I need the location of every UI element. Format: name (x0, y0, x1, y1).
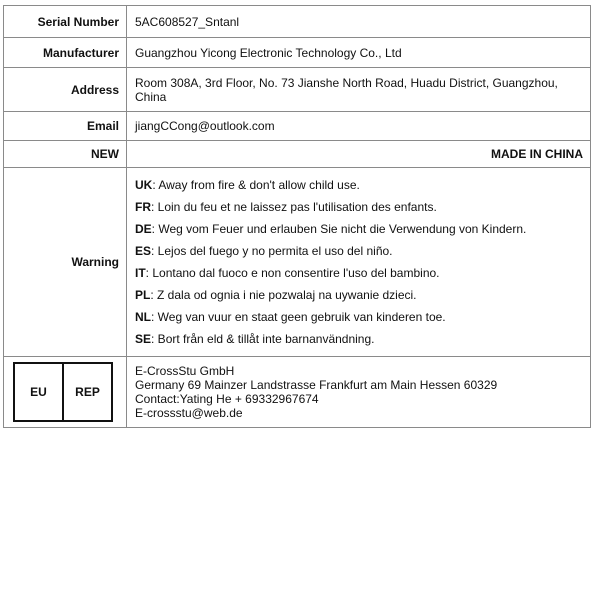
address-value: Room 308A, 3rd Floor, No. 73 Jianshe North Road, Huadu District, Guangzhou, China (127, 68, 591, 112)
warning-code: FR (135, 200, 151, 214)
eu-rep-symbol-rep: REP (75, 385, 100, 399)
serial-number-label: Serial Number (4, 6, 127, 38)
warning-line-nl (135, 310, 583, 324)
warning-text: : Weg vom Feuer und erlauben Sie nicht die Verwendung von Kindern. (151, 222, 527, 236)
eu-rep-row (4, 357, 591, 428)
new-label: NEW (4, 141, 127, 168)
eu-rep-symbol (13, 362, 113, 422)
new-row (4, 141, 591, 168)
warning-text: : Weg van vuur en staat geen gebruik van kinderen toe. (151, 310, 446, 324)
warning-text: : Lejos del fuego y no permita el uso del niño. (151, 244, 393, 258)
eu-rep-company: E-CrossStu GmbH (135, 364, 235, 378)
warning-code: DE (135, 222, 152, 236)
eu-rep-symbol-cell (4, 357, 127, 428)
eu-rep-address: Germany 69 Mainzer Landstrasse Frankfurt am Main Hessen 60329 (135, 378, 498, 392)
warning-code: ES (135, 244, 152, 258)
address-row (4, 68, 591, 112)
warning-code: NL (135, 310, 151, 324)
warning-text: : Z dala od ognia i nie pozwalaj na uywanie dzieci. (150, 288, 417, 302)
warning-line-it (135, 266, 583, 280)
serial-number-row (4, 6, 591, 38)
manufacturer-value: Guangzhou Yicong Electronic Technology Co., Ltd (127, 38, 591, 68)
warning-label: Warning (4, 168, 127, 357)
warning-line-de (135, 222, 583, 236)
warning-line-pl (135, 288, 583, 302)
eu-rep-details (127, 357, 591, 428)
warning-text: : Loin du feu et ne laissez pas l'utilisation des enfants. (151, 200, 437, 214)
manufacturer-label: Manufacturer (4, 38, 127, 68)
manufacturer-row (4, 38, 591, 68)
eu-rep-email: E-crossstu@web.de (135, 406, 243, 420)
warning-lines (127, 168, 591, 357)
warning-code: PL (135, 288, 151, 302)
warning-line-uk (135, 178, 583, 192)
eu-rep-symbol-eu: EU (15, 364, 64, 420)
product-label-table (3, 5, 591, 428)
email-label: Email (4, 112, 127, 141)
warning-code: SE (135, 332, 152, 346)
warning-text: : Lontano dal fuoco e non consentire l'uso del bambino. (145, 266, 440, 280)
email-row (4, 112, 591, 141)
eu-rep-contact: Contact:Yating He + 69332967674 (135, 392, 319, 406)
warning-line-es (135, 244, 583, 258)
warning-line-se (135, 332, 583, 346)
warning-text: : Away from fire & don't allow child use. (152, 178, 360, 192)
warning-text: : Bort från eld & tillåt inte barnanvändning. (151, 332, 375, 346)
serial-number-value: 5AC608527_Sntanl (127, 6, 591, 38)
warning-row (4, 168, 591, 357)
warning-code: UK (135, 178, 153, 192)
made-in-china-text: MADE IN CHINA (127, 141, 591, 168)
warning-line-fr (135, 200, 583, 214)
address-label: Address (4, 68, 127, 112)
warning-code: IT (135, 266, 146, 280)
email-value: jiangCCong@outlook.com (127, 112, 591, 141)
